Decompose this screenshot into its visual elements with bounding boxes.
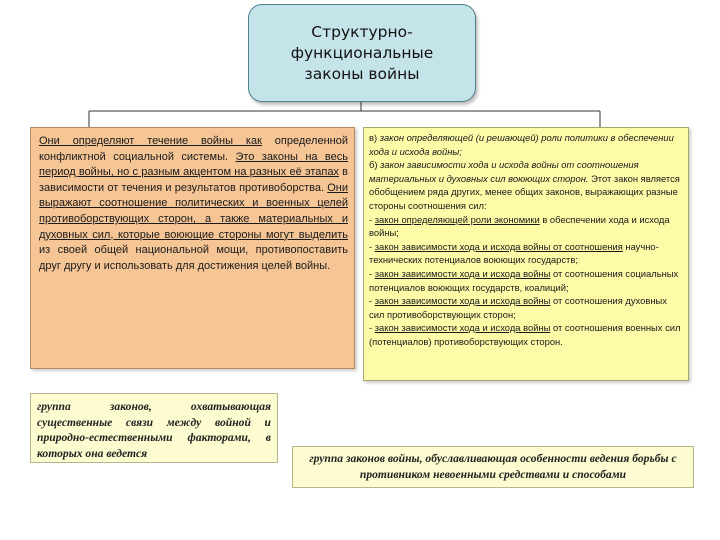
diagram-title: Структурно- функциональные законы войны <box>290 22 434 83</box>
law-item-segment: закон определяющей (и решающей) роли политики в обеспечении хода и исхода войны; <box>369 132 674 157</box>
left-text-segment: определенной конфликтной социальной системы. <box>39 135 348 163</box>
non-military-group-box <box>292 446 694 488</box>
law-item-segment: закон зависимости хода и исхода войны от соотношения <box>374 240 623 252</box>
law-item-segment: - <box>369 213 375 225</box>
law-item-segment: в) <box>369 132 380 143</box>
law-item-segment: закон зависимости хода и исхода войны <box>374 267 551 279</box>
law-item <box>369 294 683 321</box>
left-text-segment: в зависимости от течения и результатов противоборства. <box>39 166 348 194</box>
law-item-segment: - <box>369 267 375 279</box>
law-item-segment: - <box>369 240 375 252</box>
law-item-segment: - <box>369 322 375 334</box>
law-item-segment: научно-технических потенциалов воюющих государств; <box>369 240 659 266</box>
left-text-segment: Это законы на весь период войны, но с разным акцентом на разных её этапах <box>39 150 348 179</box>
left-text-segment: из своей общей национальной мощи, противопоставить друг другу и использовать для достижения целей войны. <box>39 244 348 272</box>
left-text-segment: Они выражают соотношение политических и военных целей противоборствующих сторон, а также материальных и духовных сил, которые воюющие стороны могут выделить <box>39 181 348 241</box>
law-item-segment: Этот закон является обобщением ряда других, менее общих законов, выражающих разные стороны соотношения сил: <box>369 172 680 211</box>
law-item-segment: от соотношения военных сил (потенциалов) противоборствующих сторон. <box>369 322 681 347</box>
law-item <box>369 321 683 348</box>
natural-factors-group-text: группа законов, охватывающая существенные связи между войной и природно-естественными факторами, в которых она ведется <box>37 400 271 460</box>
law-item-segment: закон зависимости хода и исхода войны <box>374 322 551 334</box>
law-item-segment: - <box>369 295 375 307</box>
right-laws-box <box>363 127 689 381</box>
law-item-segment: б) <box>369 159 381 171</box>
law-item-segment: в обеспечении хода и исхода войны; <box>369 213 670 239</box>
law-item <box>369 131 683 158</box>
law-item <box>369 267 683 294</box>
law-item-segment: закон зависимости хода и исхода войны <box>374 295 551 307</box>
law-item-segment: от соотношения духовных сил противоборствующих сторон; <box>369 295 667 320</box>
title-box <box>248 4 476 102</box>
law-item-segment: закон зависимости хода и исхода войны от соотношения материальных и духовных сил воюющих сторон. <box>369 159 639 184</box>
law-item <box>369 213 683 240</box>
left-text-segment: Они определяют течение войны как <box>39 135 262 147</box>
left-description-box <box>30 127 355 369</box>
non-military-group-text: группа законов войны, обуславливающая особенности ведения борьбы с противником невоенными средствами и способами <box>309 452 677 481</box>
natural-factors-group-box <box>30 393 278 463</box>
law-item-segment: от соотношения социальных потенциалов воюющих государств, коалиций; <box>369 267 679 293</box>
law-item <box>369 158 683 212</box>
law-item <box>369 240 683 267</box>
left-description-text <box>39 134 348 274</box>
law-item-segment: закон определяющей роли экономики <box>374 213 540 225</box>
